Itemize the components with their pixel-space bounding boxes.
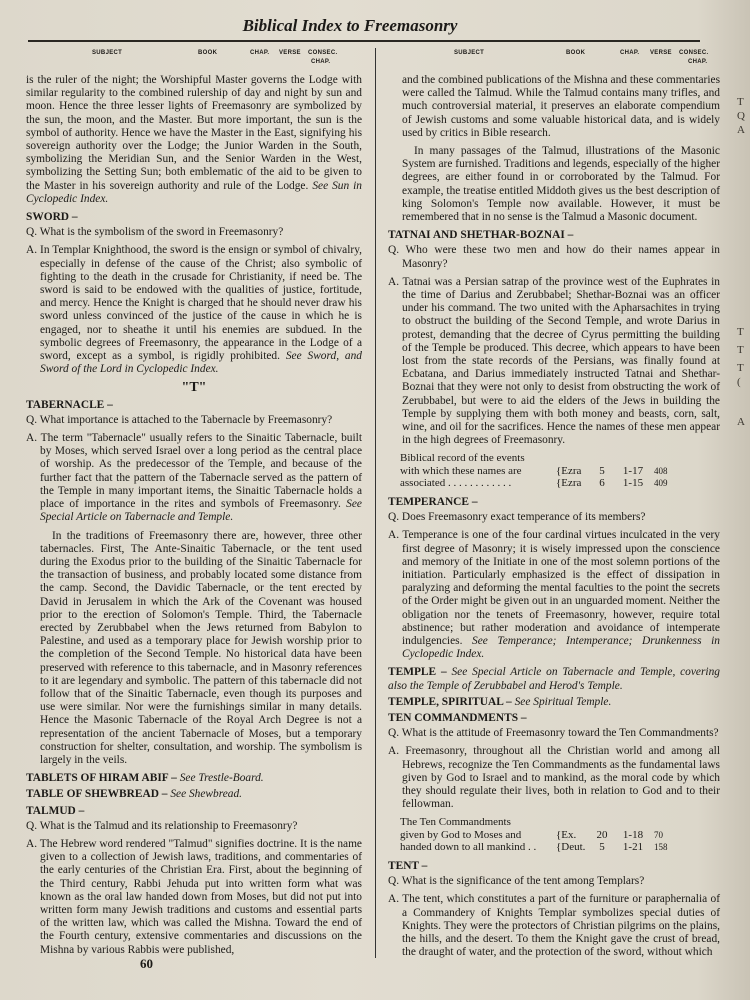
header-verse: VERSE (650, 50, 672, 56)
entry-heading: TEMPERANCE – (388, 495, 478, 508)
entry-heading: TENT – (388, 859, 428, 872)
answer: A. Tatnai was a Persian satrap of the province west of the Euphrates in the time of Darius and Zerubbabel; Shethar-Boznai was an officer under his command. The two united with the Apharsachites in trying to obstruct the building of the Second Temple, and wrote Darius in protest, demanding that the decree of Cyrus permitting the building of the Temple be produced. This decree, which appears to have been lost from the state records of the Persians, was finally found at Ecbatana, and Darius immediately instructed Tatnai and Shethar-Boznai that they were not only to desist from obstructing the work of Zerubbabel, but were to aid the elders of the Jews in building the Temple by supplying them with both money and beasts, corn, salt, wine, and oil for the sacrifices. Hence the names of these men appear in the high degrees of Freemasonry. (388, 275, 720, 447)
entry-heading: TABERNACLE – (26, 398, 113, 411)
question: Q. Does Freemasonry exact temperance of its members? (388, 511, 646, 524)
header-consec: CONSEC. (679, 50, 709, 56)
header-chap: CHAP. (250, 50, 270, 56)
biblical-reference-table: Biblical record of the events with which these names are {Ezra 5 1-17 408 associated . . . . . . . . . . . . {Ezra 6 1-15 409 (400, 452, 668, 490)
entry-heading: TABLETS OF HIRAM ABIF – See Trestle-Board. (26, 772, 264, 785)
entry-heading: SWORD – (26, 211, 78, 224)
answer: A. The term "Tabernacle" usually refers to the Sinaitic Tabernacle, built by Moses, which served Israel over a long period as the central place of worship. As the predecessor of the Temple, and because of the further fact that the pattern of the Tabernacle served as the pattern of the Temple in many important items, the Sinaitic Tabernacle holds a place of importance in the rites and symbols of Freemasonry. See Special Article on Tabernacle and Temple. (26, 432, 362, 524)
page-title: Biblical Index to Freemasonry (242, 16, 458, 35)
question: Q. What is the attitude of Freemasonry toward the Ten Commandments? (388, 727, 719, 740)
header-subject: SUBJECT (454, 50, 485, 56)
answer: A. The tent, which constitutes a part of the furniture or paraphernalia of a Commandery of Knights Templar symbolizes special duties of Knights. They were the protectors of Christian pilgrims on the plains, the hills, and the desert. To them the Knight gave the crust of bread, the draught of water, and the protection of the sword, without which (388, 893, 720, 959)
left-column (26, 74, 362, 962)
answer: A. Freemasonry, throughout all the Christian world and among all Hebrews, recognize the Ten Commandments as the fundamental laws given by God to Israel and to mankind, as the moral code by which they should regulate their lives, both in relation to God and to their fellowman. (388, 745, 720, 811)
question: Q. Who were these two men and how do their names appear in Masonry? (388, 244, 720, 270)
paragraph: In the traditions of Freemasonry there are, however, three other tabernacles. First, The Ante-Sinaitic Tabernacle, or the tent used during the Exodus prior to the building of the Sinaitic Tabernacle for the transaction of business, and probably located some distance from the camp. Second, the Davidic Tabernacle, or the tent erected by David in Jerusalem in which the Ark of the Covenant was housed prior to the erection of Solomon's Temple. Third, the Tabernacle erected by Zerubbabel when the Jews returned from Babylon to Palestine, and used as a temporary place for Jewish worship prior to the completion of the Second Temple. No historical data have been preserved with reference to this tabernacle, and in Masonry references to it are legendary and symbolic. The pattern of this tabernacle did not follow that of the Sinaitic Tabernacle, even though its purposes and use were similar. Nor were the furnishings similar in many details. Hence the Masonic Tabernacle of the Royal Arch Degree is not a representation of the ancient Tabernacle of Moses, but a temporary construction for shelter, consultation, and worship. The symbolism is largely in the veils. (40, 529, 362, 766)
header-chap: CHAP. (620, 50, 640, 56)
entry-heading: TABLE OF SHEWBREAD – See Shewbread. (26, 788, 243, 801)
question: Q. What is the symbolism of the sword in Freemasonry? (26, 226, 284, 239)
page-number: 60 (140, 956, 153, 971)
book-page: Biblical Index to Freemasonry SUBJECT BOOK CHAP. VERSE CONSEC. CHAP. SUBJECT BOOK CHAP. VERSE CONSEC. CHAP. is the ruler of the night; the Worshipful Master governs the Lodge with similar regularity to the combined rulership of day and night by sun and moon. Hence the three lesser lights of Freemasonry are symbolized by the sun, the moon, and the Master. But more important, the sun is the symbol of authority. Hence we have the Master in the East, signifying his sovereign authority over the Lodge; the Junior Warden in the South, symbolizing the Meridian Sun, and the Senior Warden in the West, symbolizing the Setting Sun; both emblematic of the aid to be given to the Master in his sovereign authority and rule of the Lodge. See Sun in Cyclopedic Index. SWORD – Q. What is the symbolism of the sword in Freemasonry? A. In Templar Knighthood, the sword is the ensign or symbol of chivalry, especially in defense of the cause of the Christ; also symbolic of fighting to the death in the crusade for Christianity, if need be. The sword is said to be endowed with the qualities of justice, fortitude, and mercy. Hence the Knight is charged that he should never draw his sword unless convinced of the justice of the cause in which he is engaged, nor to sheathe it until his enemies are subdued. In the symbolic degrees of Freemasonry, the appearance in the Lodge of a sword, except as a symbol, is rigidly prohibited. See Sword, and Sword of the Lord in Cyclopedic Index. "T" TABERNACLE – Q. What importance is attached to the Tabernacle by Freemasonry? A. The term "Tabernacle" usually refers to the Sinaitic Tabernacle, built by Moses, which served Israel over a long period as the central place of worship. As the predecessor of the Temple, and because of the further fact that the pattern of the Tabernacle served as the pattern of the Temple in many important items, the Sinaitic Tabernacle holds a place of importance in the rites and symbols of Freemasonry. See Special Article on Tabernacle and Temple. In the traditions of Freemasonry there are, however, three other tabernacles. First, The Ante-Sinaitic Tabernacle, or the tent used during the Exodus prior to the building of the Sinaitic Tabernacle for the transaction of business, and probably located some distance from the camp. Second, the Davidic Tabernacle, or the tent erected by David in Jerusalem in which the Ark of the Covenant was housed prior to the erection of Solomon's Temple. Third, the Tabernacle erected by Zerubbabel when the Jews returned from Babylon to Palestine, and used as a temporary place for Jewish worship prior to the completion of the Second Temple. No historical data have been preserved with reference to this tabernacle, and in Masonry references to it are legendary and symbolic. The pattern of this tabernacle did not follow that of the Sinaitic Tabernacle, even though its purposes and use were similar. Nor were the furnishings similar in many details. Hence the Masonic Tabernacle of the Royal Arch Degree is not a representation of the ancient Tabernacle of Moses, but a temporary construction for shelter, consultation, and worship. The symbolism is largely in the veils. TABLETS OF HIRAM ABIF – See Trestle-Board. TABLE OF SHEWBREAD – See Shewbread. TALMUD – Q. What is the Talmud and its relationship to Freemasonry? A. The Hebrew word rendered "Talmud" signifies doctrine. It is the name given to a collection of Jewish laws, traditions, and commentaries of the early centuries of the Christian Era. First, about the beginning of the Third century, Rabbi Jehuda put into written form what was known as the oral law handed down from Moses, but did not put into written form many Jewish traditions and customs and essential parts of the written law, which was called the Mishna. Toward the end of the Fourth century, extensive commentaries and discussions on the Mishna by various Rabbis were published, and the combined publications of the Mishna and these commentaries were called the Talmud. While the Talmud contains many trifles, and much controversial material, it preserves an elaborate compendium of Jewish customs and some valuable historical data, and is widely used by critics in Bible research. In many passages of the Talmud, illustrations of the Masonic System are furnished. Traditions and legends, especially of the higher degrees, are either found in or corroborated by the Talmud. For example, the treatise entitled Middoth gives us the best description of king Solomon's Temple now available. However, it must be remembered that in no sense is the Talmud a Masonic document. TATNAI AND SHETHAR-BOZNAI – Q. Who were these two men and how do their names appear in Masonry? A. Tatnai was a Persian satrap of the province west of the Euphrates in the time of Darius and Zerubbabel; Shethar-Boznai was an officer under his command. The two united with the Apharsachites in trying to obstruct the building of the Second Temple, and wrote Darius in protest, demanding that the decree of Cyrus permitting the building of the Temple be produced. This decree, which appears to have been lost from the state records of the Persians, was finally found at Ecbatana, and Darius immediately instructed Tatnai and Shethar-Boznai that they were not only to desist from obstructing the work of Zerubbabel, but were to aid the elders of the Jews in building the Temple by supplying them with both money and beasts, corn, salt, wine, and oil for the sacrifices. Hence the names of these men appear in the high degrees of Freemasonry. Biblical record of the events with which these names are {Ezra 5 1-17 408 associated . . . . . . . . . . . . {Ezra 6 1-15 409 TEMPERANCE – Q. Does Freemasonry exact temperance of its members? A. Temperance is one of the four cardinal virtues inculcated in the very first degree of Masonry; it is wisely impressed upon the conscience and memory of the Initiate in one of the most solemn portions of the initiation. Particularly emphasized is the effect of dissipation in paralyzing and deforming the mental faculties to the point the secrets of the Order might be given out in an unguarded moment. Neither the obligation nor the tenets of Freemasonry, however, require total abstinence; but rather moderation and avoidance of intemperate indulgencies. See Temperance; Intemperance; Drunkenness in Cyclopedic Index. TEMPLE – See Special Article on Tabernacle and Temple, covering also the Temple of Zerubbabel and Herod's Temple. TEMPLE, SPIRITUAL – See Spiritual Temple. TEN COMMANDMENTS – Q. What is the attitude of Freemasonry toward the Ten Commandments? A. Freemasonry, throughout all the Christian world and among all Hebrews, recognize the Ten Commandments as the fundamental laws given by God to Israel and to mankind, as the moral code by which they should regulate their lives, both in relation to God and to their fellowman. The Ten Commandments given by God to Moses and {Ex. 20 1-18 70 handed down to all mankind . . {Deut. 5 1-21 158 TENT – Q. What is the significance of the tent among Templars? A. The tent, which constitutes a part of the furniture or paraphernalia of a Commandery of Knights Templar symbolizes special duties of Knights. They were the protectors of Christian pilgrims on the plains, the hills, and the desert. To them the Knight gave the crust of bread, the draught of water, and the protection of the sword, without which 60 T Q A T T T ( A (0, 0, 750, 1000)
question: Q. What is the Talmud and its relationship to Freemasonry? (26, 819, 298, 832)
answer: A. The Hebrew word rendered "Talmud" signifies doctrine. It is the name given to a collection of Jewish laws, traditions, and commentaries of the early centuries of the Christian Era. First, about the beginning of the Third century, Rabbi Jehuda put into written form what was known as the oral law handed down from Moses, but did not put into written form many Jewish traditions and customs and essential parts of the written law, which was called the Mishna. Toward the end of the Fourth century, extensive commentaries and discussions on the Mishna by various Rabbis were published, (26, 837, 362, 956)
header-book: BOOK (566, 50, 586, 56)
entry-heading: TEMPLE, SPIRITUAL – See Spiritual Temple. (388, 695, 612, 708)
header-verse: VERSE (279, 50, 301, 56)
right-column-header (388, 50, 720, 70)
answer: A. In Templar Knighthood, the sword is the ensign or symbol of chivalry, especially in defense of the cause of the Christ; also symbolic of fighting to the death in the crusade for Christianity, if need be. The sword is said to be endowed with the qualities of justice, fortitude, and mercy. Hence the Knight is charged that he should never draw his sword unless convinced of the justice of the cause in which he is engaged, nor to sheathe it until his enemies are subdued. In the symbolic degrees of Freemasonry, the appearance in the Lodge of a sword, except as a symbol, is rigidly prohibited. See Sword, and Sword of the Lord in Cyclopedic Index. (26, 244, 362, 376)
column-divider (375, 48, 376, 958)
right-column (388, 74, 720, 964)
entry-heading: TALMUD – (26, 804, 85, 817)
header-consec: CONSEC. (308, 50, 338, 56)
paragraph: In many passages of the Talmud, illustrations of the Masonic System are furnished. Traditions and legends, especially of the higher degrees, are either found in or corroborated by the Talmud. For example, the treatise entitled Middoth gives us the best description of king Solomon's Temple now available. However, it must be remembered that in no sense is the Talmud a Masonic document. (402, 145, 720, 224)
entry-heading: TATNAI AND SHETHAR-BOZNAI – (388, 229, 574, 242)
question: Q. What is the significance of the tent among Templars? (388, 875, 645, 888)
entry-heading: TEMPLE – See Special Article on Tabernacle and Temple, covering also the Temple of Zerubbabel and Herod's Temple. (388, 666, 720, 692)
title-rule (28, 40, 700, 42)
header-chap2: CHAP. (688, 59, 708, 65)
header-subject: SUBJECT (92, 50, 123, 56)
left-column-header (26, 50, 362, 70)
answer: A. Temperance is one of the four cardinal virtues inculcated in the very first degree of Masonry; it is wisely impressed upon the conscience and memory of the Initiate in one of the most solemn portions of the initiation. Particularly emphasized is the effect of dissipation in paralyzing and deforming the mental faculties to the point the secrets of the Order might be given out in an unguarded moment. Neither the obligation nor the tenets of Freemasonry, however, require total abstinence; but rather moderation and avoidance of intemperate indulgencies. See Temperance; Intemperance; Drunkenness in Cyclopedic Index. (388, 529, 720, 661)
question: Q. What importance is attached to the Tabernacle by Freemasonry? (26, 413, 333, 426)
header-book: BOOK (198, 50, 218, 56)
biblical-reference-table: The Ten Commandments given by God to Moses and {Ex. 20 1-18 70 handed down to all mankind . . {Deut. 5 1-21 158 (400, 816, 668, 854)
entry-heading: TEN COMMANDMENTS – (388, 712, 527, 725)
paragraph: and the combined publications of the Mishna and these commentaries were called the Talmud. While the Talmud contains many trifles, and much controversial material, it preserves an elaborate compendium of Jewish customs and some valuable historical data, and is widely used by critics in Bible research. (402, 74, 720, 139)
paragraph: is the ruler of the night; the Worshipful Master governs the Lodge with similar regularity to the combined rulership of day and night by sun and moon. Hence the three lesser lights of Freemasonry are symbolized by the sun, the moon, and the Master. But more important, the sun is the symbol of authority. Hence we have the Master in the East, signifying his sovereign authority over the Lodge; the Junior Warden in the South, symbolizing the Meridian Sun, and the Senior Warden in the West, symbolizing the Setting Sun; both emblematic of the aid to be given to the Master in his sovereign authority and rule of the Lodge. See Sun in Cyclopedic Index. (26, 74, 363, 205)
section-letter: "T" (181, 380, 207, 396)
header-chap2: CHAP. (311, 59, 331, 65)
